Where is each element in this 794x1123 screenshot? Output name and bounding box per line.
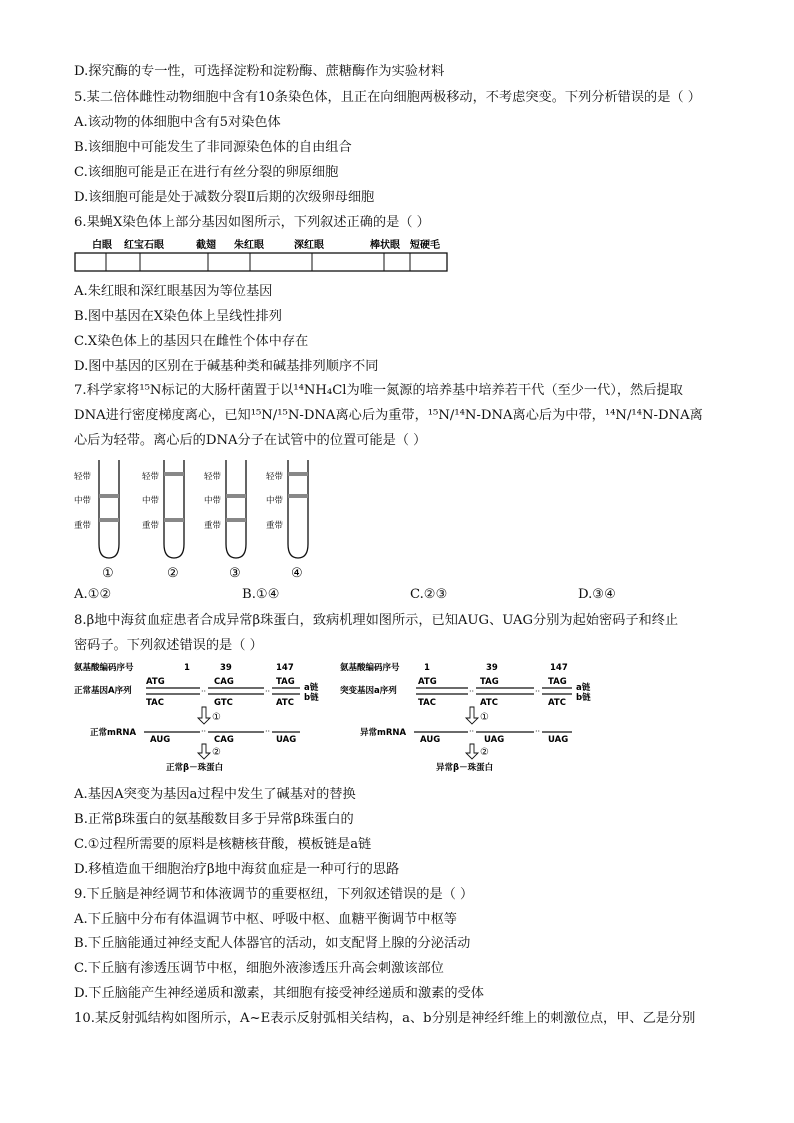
q8-stem-line1: 8.β地中海贫血症患者合成异常β珠蛋白，致病机理如图所示，已知AUG、UAG分别为起始密码子和终止 [74, 613, 679, 628]
codon: CAG [214, 735, 234, 745]
tube-label: ③ [229, 566, 241, 581]
gene-a-mutant-label: 突变基因a序列 [340, 686, 397, 696]
q6-option-b: B.图中基因在X染色体上呈线性排列 [74, 309, 282, 324]
svg-text:··: ·· [469, 727, 475, 736]
b-chain-label: b链 [304, 693, 319, 703]
q7-option-a: A.①② [74, 587, 112, 602]
codon: TAG [480, 677, 499, 687]
mutant-gene-figure [340, 660, 610, 772]
band-label-heavy: 重带 [142, 521, 160, 531]
q7-option-d: D.③④ [578, 587, 616, 602]
q5-option-d: D.该细胞可能是处于减数分裂Ⅱ后期的次级卵母细胞 [74, 190, 375, 205]
codon: TAG [548, 677, 567, 687]
q9-stem: 9.下丘脑是神经调节和体液调节的重要枢纽，下列叙述错误的是（ ） [74, 887, 474, 902]
codon-index-39: 39 [486, 663, 498, 673]
step-1: ① [480, 712, 489, 723]
normal-mrna-label: 正常mRNA [90, 728, 137, 738]
codon: AUG [150, 735, 171, 745]
svg-text:··: ·· [469, 687, 475, 696]
q4-option-d: D.探究酶的专一性，可选择淀粉和淀粉酶、蔗糖酶作为实验材料 [74, 64, 445, 79]
gene-label: 截翅 [196, 240, 216, 251]
codon: UAG [276, 735, 297, 745]
q8-option-d: D.移植造血干细胞治疗β地中海贫血症是一种可行的思路 [74, 862, 400, 877]
abnormal-protein-label: 异常β－珠蛋白 [436, 763, 494, 772]
band-label-middle: 中带 [74, 496, 92, 506]
q8-stem-line2: 密码子。下列叙述错误的是（ ） [74, 638, 263, 653]
a-chain-label: a链 [576, 683, 591, 693]
codon: ATC [480, 698, 498, 708]
step-2: ② [212, 747, 221, 758]
q8-option-a: A.基因A突变为基因a过程中发生了碱基对的替换 [74, 787, 356, 802]
band-label-middle: 中带 [266, 496, 284, 506]
codon: GTC [214, 698, 233, 708]
codon-index-39: 39 [220, 663, 232, 673]
gene-label: 朱红眼 [234, 240, 264, 251]
normal-gene-figure [74, 660, 334, 772]
q7-option-b: B.①④ [242, 587, 280, 602]
normal-protein-label: 正常β－珠蛋白 [166, 763, 224, 772]
band-label-light: 轻带 [142, 472, 160, 482]
codon-index-147: 147 [550, 663, 568, 673]
gene-label: 短硬毛 [410, 240, 440, 251]
gene-a-label: 正常基因A序列 [74, 686, 132, 696]
q6-stem: 6.果蝇X染色体上部分基因如图所示，下列叙述正确的是（ ） [74, 215, 430, 230]
codon-index-header: 氨基酸编码序号 [340, 663, 400, 673]
gene-label: 红宝石眼 [124, 240, 164, 251]
gene-label: 棒状眼 [370, 240, 400, 251]
svg-text:··: ·· [201, 687, 207, 696]
q5-option-c: C.该细胞可能是正在进行有丝分裂的卵原细胞 [74, 165, 339, 180]
band-label-light: 轻带 [204, 472, 222, 482]
step-1: ① [212, 712, 221, 723]
x-chromosome-gene-map [74, 236, 450, 276]
band-label-middle: 中带 [142, 496, 160, 506]
band-label-light: 轻带 [266, 472, 284, 482]
tube-label: ① [102, 566, 114, 581]
q5-stem: 5.某二倍体雌性动物细胞中含有10条染色体，且正在向细胞两极移动，不考虑突变。下列分析错误的是（ ） [74, 90, 701, 105]
tube-label: ④ [291, 566, 303, 581]
codon: CAG [214, 677, 234, 687]
abnormal-mrna-label: 异常mRNA [360, 728, 407, 738]
band-label-heavy: 重带 [74, 521, 92, 531]
band-label-light: 轻带 [74, 472, 92, 482]
codon: UAG [548, 735, 569, 745]
codon: ATG [146, 677, 165, 687]
codon: AUG [420, 735, 441, 745]
q9-option-a: A.下丘脑中分布有体温调节中枢、呼吸中枢、血糖平衡调节中枢等 [74, 912, 457, 927]
q9-option-d: D.下丘脑能产生神经递质和激素，其细胞有接受神经递质和激素的受体 [74, 986, 484, 1001]
q7-stem-line1: 7.科学家将¹⁵N标记的大肠杆菌置于以¹⁴NH₄Cl为唯一氮源的培养基中培养若干代（至少一代），然后提取 [74, 383, 683, 398]
codon-index-1: 1 [424, 663, 430, 673]
band-label-heavy: 重带 [266, 521, 284, 531]
a-chain-label: a链 [304, 683, 319, 693]
codon: TAC [418, 698, 436, 708]
tube-label: ② [167, 566, 179, 581]
codon-index-header: 氨基酸编码序号 [74, 663, 134, 673]
codon: TAC [146, 698, 164, 708]
codon: ATG [418, 677, 437, 687]
b-chain-label: b链 [576, 693, 591, 703]
codon: ATC [276, 698, 294, 708]
q9-option-b: B.下丘脑能通过神经支配人体器官的活动，如支配肾上腺的分泌活动 [74, 936, 471, 951]
svg-text:··: ·· [535, 727, 541, 736]
q8-option-c: C.①过程所需要的原料是核糖核苷酸，模板链是a链 [74, 837, 372, 852]
svg-text:··: ·· [265, 687, 271, 696]
q10-stem: 10.某反射弧结构如图所示，A~E表示反射弧相关结构，a、b分别是神经纤维上的刺激位点，甲、乙是分别 [74, 1011, 696, 1026]
svg-text:··: ·· [265, 727, 271, 736]
q7-stem-line3: 心后为轻带。离心后的DNA分子在试管中的位置可能是（ ） [74, 433, 427, 448]
codon-index-1: 1 [184, 663, 190, 673]
codon-index-147: 147 [276, 663, 294, 673]
gene-label: 深红眼 [294, 240, 324, 251]
q5-option-b: B.该细胞中可能发生了非同源染色体的自由组合 [74, 140, 352, 155]
step-2: ② [480, 747, 489, 758]
q6-option-a: A.朱红眼和深红眼基因为等位基因 [74, 284, 273, 299]
svg-text:··: ·· [535, 687, 541, 696]
q6-option-d: D.图中基因的区别在于碱基种类和碱基排列顺序不同 [74, 359, 379, 374]
q6-option-c: C.X染色体上的基因只在雌性个体中存在 [74, 334, 309, 349]
q8-option-b: B.正常β珠蛋白的氨基酸数目多于异常β珠蛋白的 [74, 812, 354, 827]
band-label-heavy: 重带 [204, 521, 222, 531]
q9-option-c: C.下丘脑有渗透压调节中枢，细胞外液渗透压升高会刺激该部位 [74, 961, 444, 976]
codon: UAG [484, 735, 505, 745]
centrifuge-tubes-figure [74, 456, 334, 582]
q7-stem-line2: DNA进行密度梯度离心，已知¹⁵N/¹⁵N-DNA离心后为重带，¹⁵N/¹⁴N-DNA离心后为中带，¹⁴N/¹⁴N-DNA离 [74, 408, 703, 423]
codon: ATC [548, 698, 566, 708]
codon: TAG [276, 677, 295, 687]
band-label-middle: 中带 [204, 496, 222, 506]
svg-text:··: ·· [201, 727, 207, 736]
q5-option-a: A.该动物的体细胞中含有5对染色体 [74, 115, 281, 130]
q7-option-c: C.②③ [410, 587, 448, 602]
gene-label: 白眼 [92, 240, 112, 251]
